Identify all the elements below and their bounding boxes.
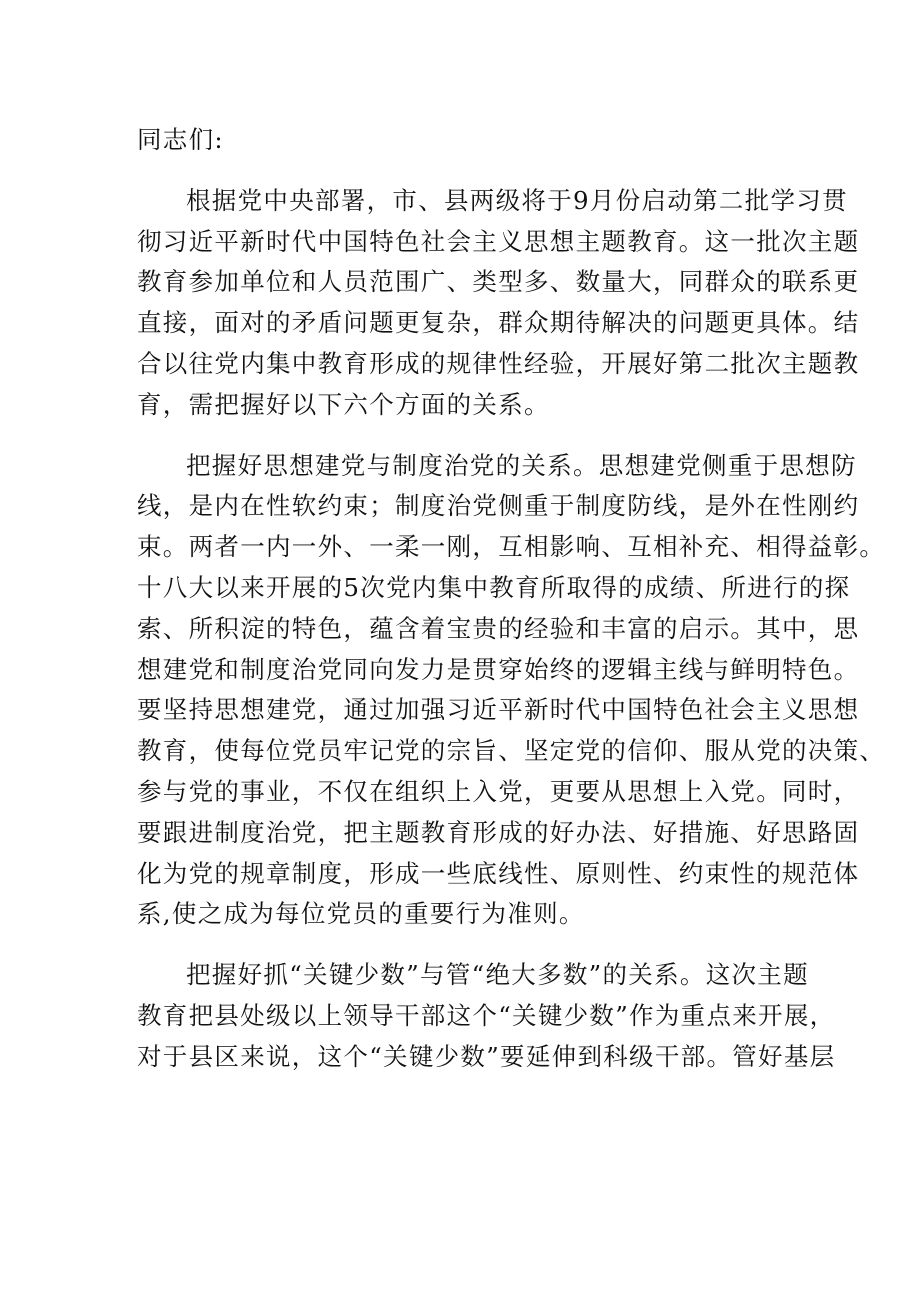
paragraph-line: 十八大以来开展的5次党内集中教育所取得的成绩、所进行的探 (137, 572, 851, 602)
paragraph-line: 把握好抓“关键少数”与管“绝大多数”的关系。这次主题 (186, 960, 809, 990)
paragraph-gap (137, 935, 787, 955)
document-body (137, 120, 886, 1078)
paragraph-2 (137, 446, 886, 936)
paragraph-line: 把握好思想建党与制度治党的关系。思想建党侧重于思想防 (186, 450, 857, 480)
paragraph-line: 教育参加单位和人员范围广、类型多、数量大，同群众的联系更 (137, 267, 860, 297)
paragraph-line: 育，需把握好以下六个方面的关系。 (137, 389, 550, 419)
paragraph-line: 要跟进制度治党，把主题教育形成的好办法、好措施、好思路固 (137, 817, 860, 847)
paragraph-line: 教育把县处级以上领导干部这个“关键少数”作为重点来开展， (137, 1000, 836, 1030)
paragraph-gap (137, 161, 787, 181)
paragraph-line: 彻习近平新时代中国特色社会主义思想主题教育。这一批次主题 (137, 226, 860, 256)
paragraph-line: 束。两者一内一外、一柔一刚，互相影响、互相补充、相得益彰。 (137, 532, 886, 562)
paragraph-line: 合以往党内集中教育形成的规律性经验，开展好第二批次主题教 (137, 348, 860, 378)
paragraph-line: 根据党中央部署，市、县两级将于9月份启动第二批学习贯 (186, 185, 848, 215)
paragraph-line: 线，是内在性软约束；制度治党侧重于制度防线，是外在性刚约 (137, 491, 860, 521)
paragraph-line: 对于县区来说，这个“关键少数”要延伸到科级干部。管好基层 (137, 1041, 836, 1071)
paragraph-gap (137, 426, 787, 446)
paragraph-line: 化为党的规章制度，形成一些底线性、原则性、约束性的规范体 (137, 858, 860, 888)
salutation: 同志们: (137, 125, 224, 154)
paragraph-line: 系,使之成为每位党员的重要行为准则。 (137, 899, 585, 929)
paragraph-1 (137, 181, 860, 426)
paragraph-line: 参与党的事业，不仅在组织上入党，更要从思想上入党。同时， (137, 776, 860, 806)
paragraph-line: 直接，面对的矛盾问题更复杂，群众期待解决的问题更具体。结 (137, 308, 860, 338)
paragraph-line: 要坚持思想建党，通过加强习近平新时代中国特色社会主义思想 (137, 695, 860, 725)
paragraph-line: 想建党和制度治党同向发力是贯穿始终的逻辑主线与鲜明特色。 (137, 654, 860, 684)
paragraph-line: 索、所积淀的特色，蕴含着宝贵的经验和丰富的启示。其中，思 (137, 613, 860, 643)
paragraph-3 (137, 955, 836, 1077)
paragraph-line: 教育，使每位党员牢记党的宗旨、坚定党的信仰、服从党的决策、 (137, 736, 886, 766)
